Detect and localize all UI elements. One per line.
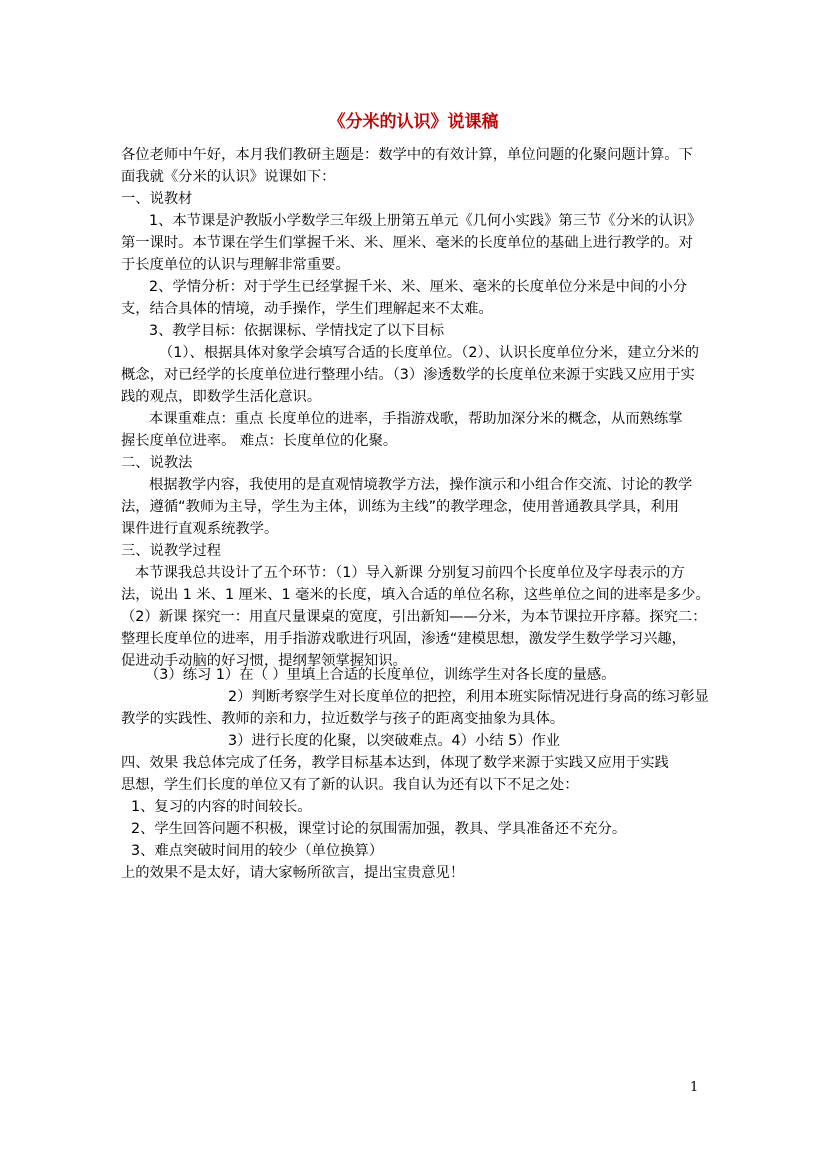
text-line: 法，说出 1 米、1 厘米、1 毫米的长度，填入合适的单位名称，这些单位之间的进率是多少。 [121,587,710,603]
text-line: 面我就《分米的认识》说课如下： [121,169,336,185]
list-item: 1、复习的内容的时间较长。 [131,799,312,815]
text-line: 1、本节课是沪教版小学数学三年级上册第五单元《几何小实践》第三节《分米的认识》 [149,213,702,229]
text-line: （2）新课 探究一：用直尺量课桌的宽度，引出新知——分米，为本节课拉开序幕。探究二： [121,609,707,625]
text-line: 2）判断考察学生对长度单位的把控，利用本班实际情况进行身高的练习彰显 [228,689,709,705]
text-line: 整理长度单位的进率，用手指游戏歌进行巩固，渗透“建模思想，激发学生数学学习兴趣， [121,631,686,647]
text-line: 促进动手动脑的好习惯，提纲挈领掌握知识。 [121,653,407,669]
section-heading: 三、说教学过程 [121,543,222,559]
text-line: 概念，对已经学的长度单位进行整理小结。（3）渗透数学的长度单位来源于实践又应用于实 [121,367,695,383]
text-line: 3、教学目标：依据课标、学情找定了以下目标 [149,323,445,339]
list-item: 2、学生回答问题不积极，课堂讨论的氛围需加强，教具、学具准备还不充分。 [131,821,627,837]
text-line: （3）练习 1）在（ ）里填上合适的长度单位，训练学生对各长度的量感。 [145,667,616,683]
text-line: 上的效果不是太好，请大家畅所欲言，提出宝贵意见！ [121,865,465,881]
text-line: 3）进行长度的化聚，以突破难点。4）小结 5）作业 [228,733,561,749]
document-title: 《分米的认识》说课稿 [328,112,499,132]
text-line: 践的观点，即数学生活化意识。 [121,389,322,405]
text-line: 于长度单位的认识与理解非常重要。 [121,257,350,273]
text-line: 各位老师中午好，本月我们教研主题是：数学中的有效计算，单位问题的化聚问题计算。下 [121,147,693,163]
text-line: 教学的实践性、教师的亲和力，拉近数学与孩子的距离变抽象为具体。 [121,711,565,727]
text-line: 握长度单位进率。 难点：长度单位的化聚。 [121,433,398,449]
list-item: 3、难点突破时间用的较少（单位换算） [131,843,384,859]
page-number: 1 [690,1080,699,1095]
section-heading: 二、说教法 [121,455,193,471]
text-line: 法，遵循“教师为主导，学生为主体，训练为主线”的教学理念，使用普通教具学具，利用 [121,499,680,515]
text-line: 本课重难点：重点 长度单位的进率，手指游戏歌，帮助加深分米的概念，从而熟练掌 [149,411,683,427]
text-line: （1）、根据具体对象学会填写合适的长度单位。（2）、认识长度单位分米，建立分米的 [159,345,700,361]
text-line: 支，结合具体的情境，动手操作，学生们理解起来不太难。 [121,301,493,317]
section-heading: 四、效果 我总体完成了任务，教学目标基本达到，体现了数学来源于实践又应用于实践 [121,755,669,771]
text-line: 根据教学内容，我使用的是直观情境教学方法，操作演示和小组合作交流、讨论的教学 [149,477,693,493]
text-line: 本节课我总共设计了五个环节：（1）导入新课 分别复习前四个长度单位及字母表示的方 [135,565,685,581]
text-line: 课件进行直观系统教学。 [121,521,279,537]
text-line: 2、学情分析：对于学生已经掌握千米、米、厘米、毫米的长度单位分米是中间的小分 [149,279,688,295]
section-heading: 一、说教材 [121,191,193,207]
text-line: 思想，学生们长度的单位又有了新的认识。我自认为还有以下不足之处： [121,777,579,793]
text-line: 第一课时。本节课在学生们掌握千米、米、厘米、毫米的长度单位的基础上进行教学的。对 [121,235,693,251]
